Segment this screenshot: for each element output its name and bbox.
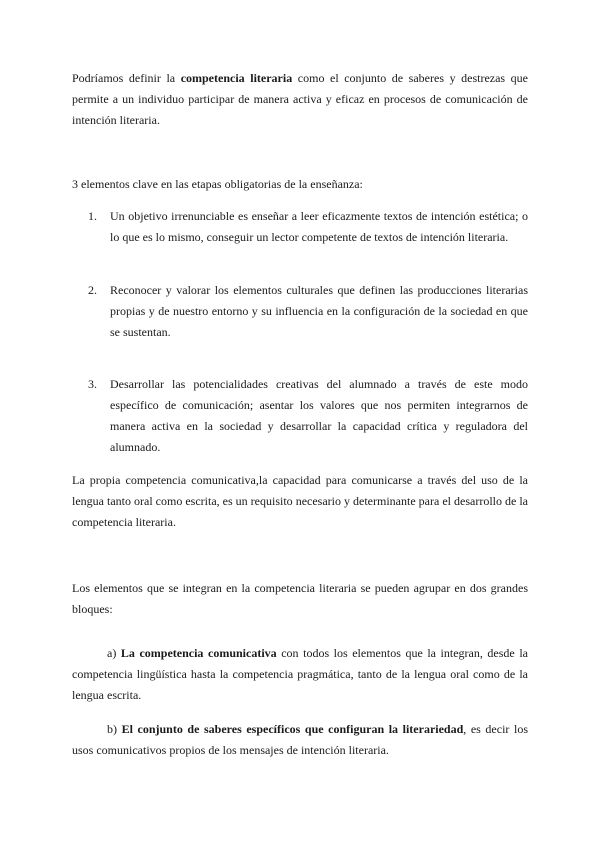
block-b-text: , es decir los usos comunicativos propios de los mensajes de intención literaria.	[72, 722, 528, 757]
block-b-paragraph	[72, 719, 528, 761]
list-text: Reconocer y valorar los elementos culturales que definen las producciones literarias propias y de nuestro entorno y su influencia en la configuración de la sociedad en que se sustentan.	[110, 283, 528, 339]
intro-bold-term: competencia literaria	[180, 71, 293, 85]
blocks-intro-paragraph: Los elementos que se integran en la competencia literaria se pueden agrupar en dos grandes bloques:	[72, 581, 528, 616]
list-item-3	[90, 374, 528, 460]
block-a-prefix: a)	[107, 646, 121, 660]
block-a-paragraph	[72, 643, 528, 706]
list-text: Desarrollar las potencialidades creativas del alumnado a través de este modo específico de comunicación; asentar los valores que nos permiten integrarnos de manera activa en la sociedad y desarrollar la capacidad crítica y reguladora del alumnado.	[110, 377, 528, 454]
intro-paragraph	[72, 68, 528, 131]
block-a-bold-term: La competencia comunicativa	[120, 646, 277, 660]
list-text: Un objetivo irrenunciable es enseñar a leer eficazmente textos de intención estética; o lo que es lo mismo, conseguir un lector competente de textos de intención literaria.	[110, 209, 528, 244]
list-number: 3.	[88, 377, 97, 391]
intro-text-before: Podríamos definir la	[72, 71, 181, 85]
list-number: 1.	[88, 209, 97, 223]
list-item-1	[90, 206, 528, 250]
communicative-paragraph: La propia competencia comunicativa,la capacidad para comunicarse a través del uso de la lengua tanto oral como escrita, es un requisito necesario y determinante para el desarrollo de la competencia literaria.	[72, 473, 528, 529]
list-item-2	[90, 280, 528, 346]
list-number: 2.	[88, 283, 97, 297]
elements-heading: 3 elementos clave en las etapas obligatorias de la enseñanza:	[72, 177, 363, 191]
block-b-bold-term: El conjunto de saberes específicos que configuran la literariedad	[121, 722, 464, 736]
block-a-text: con todos los elementos que la integran, desde la competencia lingüística hasta la competencia pragmática, tanto de la lengua oral como de la lengua escrita.	[72, 646, 528, 702]
intro-text-after: como el conjunto de saberes y destrezas que permite a un individuo participar de manera activa y eficaz en procesos de comunicación de intención literaria.	[72, 71, 528, 127]
block-b-prefix: b)	[107, 722, 122, 736]
